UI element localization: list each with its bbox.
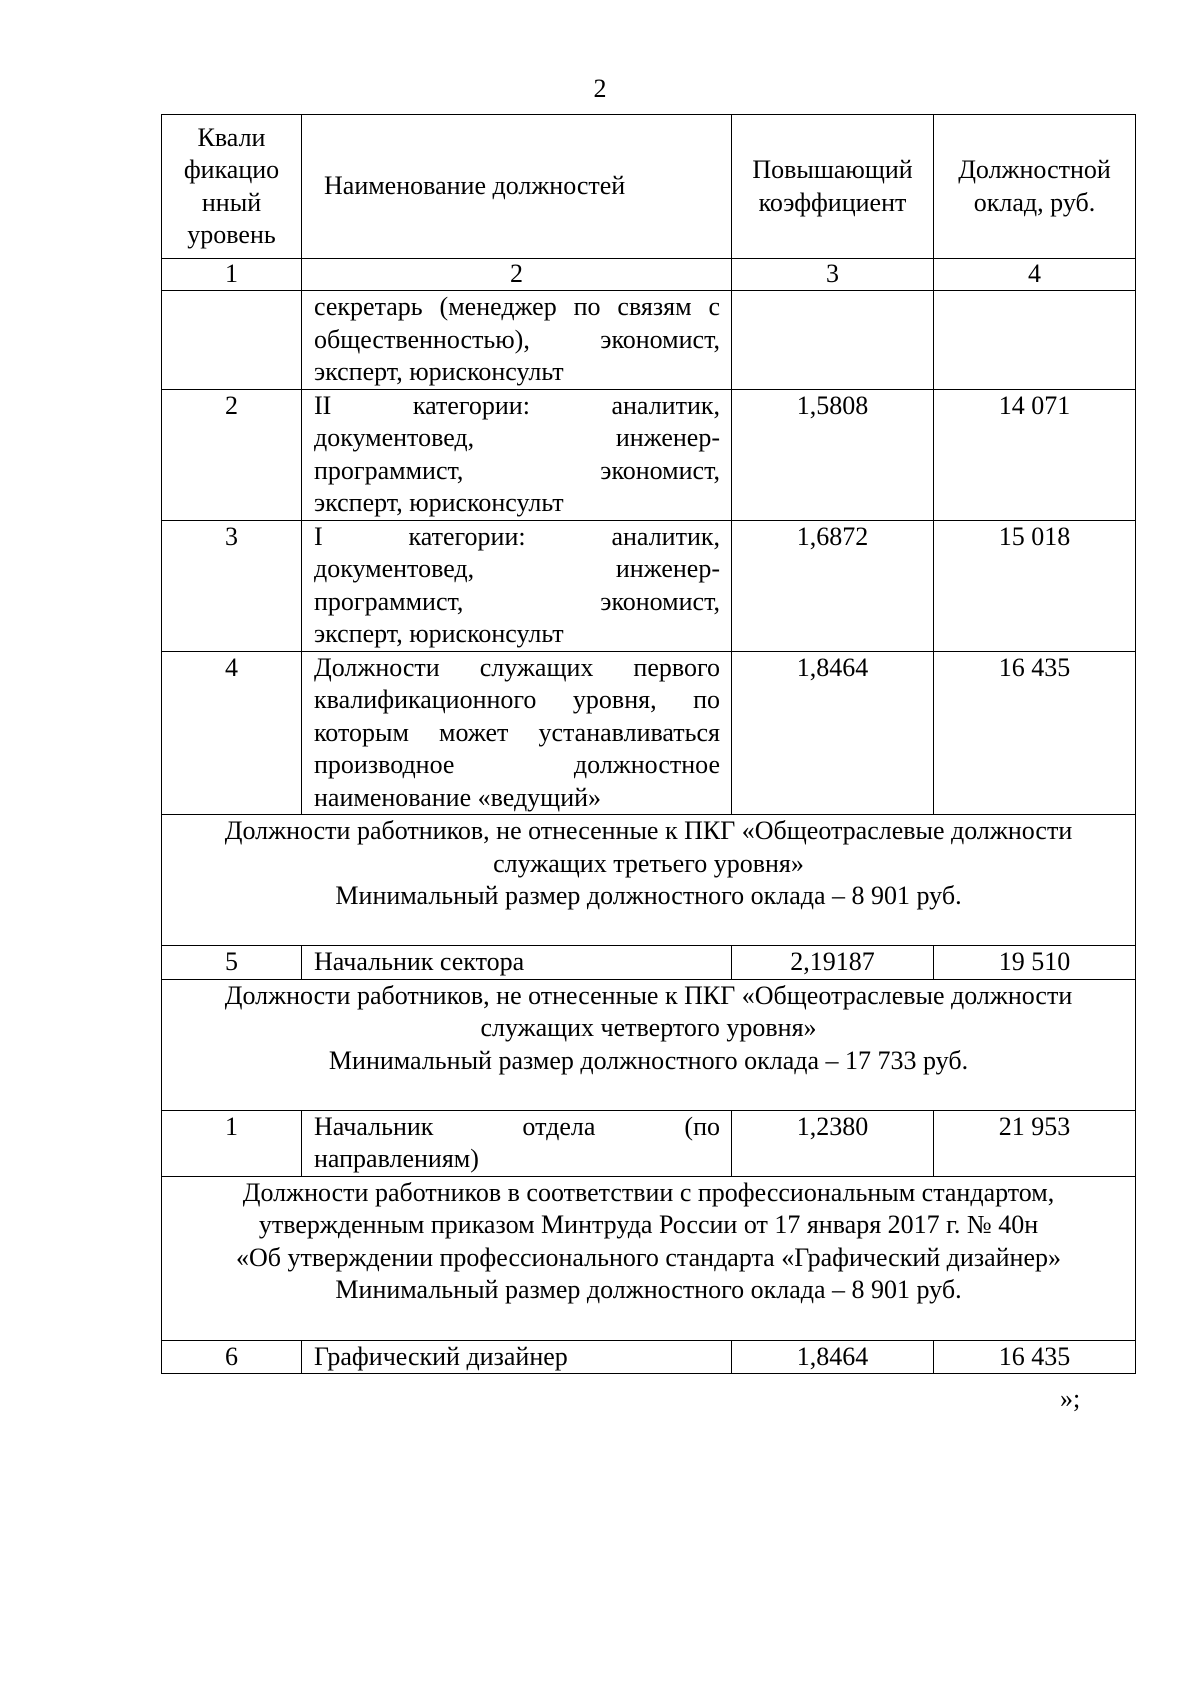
position-cell xyxy=(302,291,732,390)
coefficient-cell: 1,5808 xyxy=(732,389,934,520)
position-line: квалификационного уровня, по xyxy=(314,685,720,714)
section-line: Должности работников, не отнесенные к ПКГ «Общеотраслевые должности xyxy=(224,980,1073,1010)
column-number: 1 xyxy=(162,259,302,291)
section-line: Минимальный размер должностного оклада – 17 733 руб. xyxy=(328,1045,969,1075)
position-cell xyxy=(302,520,732,651)
coefficient-cell xyxy=(732,291,934,390)
table-header-row xyxy=(162,115,1136,259)
position-line: Начальник сектора xyxy=(314,947,525,976)
table-row xyxy=(162,946,1136,980)
header-coef-line: Повышающий xyxy=(752,155,913,184)
header-coef-line: коэффициент xyxy=(758,187,907,217)
header-level-line: нный xyxy=(201,187,262,217)
position-line: Должности служащих первого xyxy=(314,652,720,682)
section-row xyxy=(162,815,1136,946)
table-row xyxy=(162,1110,1136,1176)
position-line: эксперт, юрисконсульт xyxy=(314,357,564,386)
level-cell xyxy=(162,291,302,390)
page-number: 2 xyxy=(593,74,607,103)
coefficient-cell: 1,8464 xyxy=(732,651,934,815)
salary-cell: 19 510 xyxy=(934,946,1136,980)
section-heading xyxy=(162,1176,1136,1340)
salary-cell: 21 953 xyxy=(934,1110,1136,1176)
header-qualification-level xyxy=(162,115,302,259)
column-number: 3 xyxy=(732,259,934,291)
coefficient-cell: 1,6872 xyxy=(732,520,934,651)
position-line: которым может устанавливаться xyxy=(314,717,720,747)
position-cell xyxy=(302,946,732,980)
coefficient-cell: 2,19187 xyxy=(732,946,934,980)
header-level-line: уровень xyxy=(187,220,276,249)
section-heading xyxy=(162,979,1136,1110)
level-cell: 6 xyxy=(162,1340,302,1374)
position-line: I категории: аналитик, xyxy=(314,521,720,551)
section-line: Минимальный размер должностного оклада – 8 901 руб. xyxy=(335,881,962,910)
positions-table xyxy=(161,114,1136,1374)
header-level-line: Квали xyxy=(197,122,266,152)
header-salary xyxy=(934,115,1136,259)
position-line: производное должностное xyxy=(314,750,720,779)
table-row xyxy=(162,651,1136,815)
position-line: направлениям) xyxy=(314,1144,479,1173)
coefficient-cell: 1,8464 xyxy=(732,1340,934,1374)
header-salary-line: Должностной xyxy=(958,155,1111,184)
level-cell: 4 xyxy=(162,651,302,815)
position-line: II категории: аналитик, xyxy=(314,390,720,420)
position-cell xyxy=(302,1340,732,1374)
position-line: эксперт, юрисконсульт xyxy=(314,488,564,517)
section-line: Минимальный размер должностного оклада – 8 901 руб. xyxy=(335,1275,962,1304)
salary-cell: 14 071 xyxy=(934,389,1136,520)
header-position-name xyxy=(302,115,732,259)
position-cell xyxy=(302,651,732,815)
position-cell xyxy=(302,389,732,520)
section-line: служащих четвертого уровня» xyxy=(480,1013,817,1042)
position-line: программист, экономист, xyxy=(314,586,720,616)
position-line: общественностью), экономист, xyxy=(314,324,720,354)
level-cell: 5 xyxy=(162,946,302,980)
section-line: Должности работников, не отнесенные к ПКГ «Общеотраслевые должности xyxy=(224,816,1073,845)
salary-cell: 15 018 xyxy=(934,520,1136,651)
coefficient-cell: 1,2380 xyxy=(732,1110,934,1176)
section-heading xyxy=(162,815,1136,946)
salary-cell: 16 435 xyxy=(934,651,1136,815)
closing-quote-mark: »; xyxy=(1060,1384,1081,1413)
section-line: «Об утверждении профессионального стандарта «Графический дизайнер» xyxy=(236,1242,1061,1272)
section-line: Должности работников в соответствии с профессиональным стандартом, xyxy=(242,1177,1055,1207)
table-row xyxy=(162,389,1136,520)
position-line: программист, экономист, xyxy=(314,455,720,485)
table-row xyxy=(162,291,1136,390)
column-number: 2 xyxy=(302,259,732,291)
section-row xyxy=(162,1176,1136,1340)
header-name-text: Наименование должностей xyxy=(324,171,626,201)
level-cell: 1 xyxy=(162,1110,302,1176)
salary-cell xyxy=(934,291,1136,390)
position-line: эксперт, юрисконсульт xyxy=(314,619,564,648)
salary-cell: 16 435 xyxy=(934,1340,1136,1374)
position-line: секретарь (менеджер по связям с xyxy=(314,292,720,321)
section-row xyxy=(162,979,1136,1110)
position-line: наименование «ведущий» xyxy=(314,782,602,812)
section-line: утвержденным приказом Минтруда России от 17 января 2017 г. № 40н xyxy=(258,1210,1039,1239)
header-level-line: фикацио xyxy=(183,155,280,184)
position-line: документовед, инженер- xyxy=(314,554,720,583)
header-salary-line: оклад, руб. xyxy=(973,187,1096,217)
position-line: документовед, инженер- xyxy=(314,423,720,452)
column-number: 4 xyxy=(934,259,1136,291)
column-number-row xyxy=(162,259,1136,291)
position-cell xyxy=(302,1110,732,1176)
table-row xyxy=(162,1340,1136,1374)
level-cell: 2 xyxy=(162,389,302,520)
header-coefficient xyxy=(732,115,934,259)
table-row xyxy=(162,520,1136,651)
position-line: Начальник отдела (по xyxy=(314,1111,720,1141)
level-cell: 3 xyxy=(162,520,302,651)
section-line: служащих третьего уровня» xyxy=(493,848,804,878)
position-line: Графический дизайнер xyxy=(314,1341,568,1371)
